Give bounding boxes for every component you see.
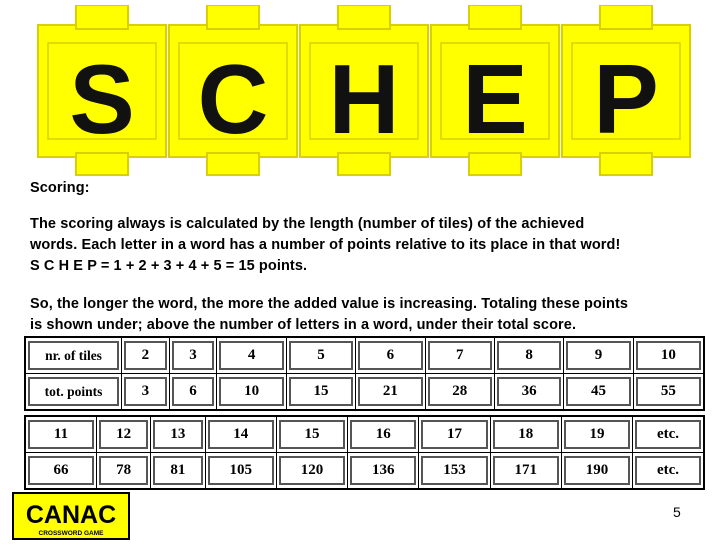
- table-cell: 11: [25, 416, 97, 453]
- table-cell: 136: [348, 453, 419, 490]
- table-cell: 36: [494, 374, 563, 411]
- table-cell: tot. points: [25, 374, 122, 411]
- table-cell: 7: [425, 337, 494, 374]
- table-cell: 6: [356, 337, 425, 374]
- tile-letter: H: [328, 44, 400, 154]
- table-cell: 190: [561, 453, 632, 490]
- letter-tile: [169, 5, 297, 175]
- table-cell: 17: [419, 416, 490, 453]
- table-cell: etc.: [633, 453, 704, 490]
- scoring-text-line-2: words. Each letter in a word has a number of points relative to its place in that word!: [30, 237, 621, 253]
- table-cell: 16: [348, 416, 419, 453]
- table-row: [25, 374, 704, 411]
- letter-tile: [300, 5, 428, 175]
- table-cell: 19: [561, 416, 632, 453]
- letter-tile: [431, 5, 559, 175]
- table-cell: 21: [356, 374, 425, 411]
- table-cell: 9: [564, 337, 633, 374]
- table-cell: 18: [490, 416, 561, 453]
- table-row: [25, 337, 704, 374]
- scoring-heading: Scoring:: [30, 180, 90, 196]
- table-cell: 28: [425, 374, 494, 411]
- table-cell: 120: [276, 453, 347, 490]
- scoring-text-line-3: S C H E P = 1 + 2 + 3 + 4 + 5 = 15 points.: [30, 258, 308, 274]
- table-cell: 5: [286, 337, 355, 374]
- table-cell: 2: [122, 337, 170, 374]
- svg-text:CANAC: CANAC: [25, 501, 117, 529]
- points-table-1: [24, 336, 705, 411]
- page-number: 5: [673, 504, 681, 520]
- table-cell: 8: [494, 337, 563, 374]
- table-row: [25, 453, 704, 490]
- table-cell: 13: [151, 416, 205, 453]
- scoring-text-line-4: So, the longer the word, the more the added value is increasing. Totaling these points: [30, 296, 629, 312]
- table-cell: nr. of tiles: [25, 337, 122, 374]
- letter-tile: [562, 5, 690, 175]
- canac-logo: [12, 492, 130, 540]
- table-cell: 10: [633, 337, 704, 374]
- table-cell: 3: [122, 374, 170, 411]
- table-cell: etc.: [633, 416, 704, 453]
- tile-letter: C: [197, 44, 269, 154]
- table-cell: 15: [276, 416, 347, 453]
- table-cell: 55: [633, 374, 704, 411]
- scoring-text-line-5: is shown under; above the number of letters in a word, under their total score.: [30, 317, 577, 333]
- schep-banner: [37, 5, 691, 177]
- table-cell: 66: [25, 453, 97, 490]
- table-cell: 15: [286, 374, 355, 411]
- tile-letter: S: [69, 44, 135, 154]
- table-cell: 78: [97, 453, 151, 490]
- table-cell: 153: [419, 453, 490, 490]
- svg-text:CROSSWORD GAME: CROSSWORD GAME: [38, 530, 104, 537]
- scoring-text-line-1: The scoring always is calculated by the length (number of tiles) of the achieved: [30, 216, 585, 232]
- table-cell: 10: [217, 374, 286, 411]
- table-cell: 14: [205, 416, 276, 453]
- tile-letter: E: [462, 44, 528, 154]
- table-cell: 105: [205, 453, 276, 490]
- tile-letter: P: [593, 44, 659, 154]
- table-cell: 81: [151, 453, 205, 490]
- table-cell: 4: [217, 337, 286, 374]
- letter-tile: [38, 5, 166, 175]
- table-cell: 12: [97, 416, 151, 453]
- points-table-2: [24, 415, 705, 490]
- table-cell: 3: [169, 337, 217, 374]
- table-cell: 45: [564, 374, 633, 411]
- table-row: [25, 416, 704, 453]
- table-cell: 6: [169, 374, 217, 411]
- table-cell: 171: [490, 453, 561, 490]
